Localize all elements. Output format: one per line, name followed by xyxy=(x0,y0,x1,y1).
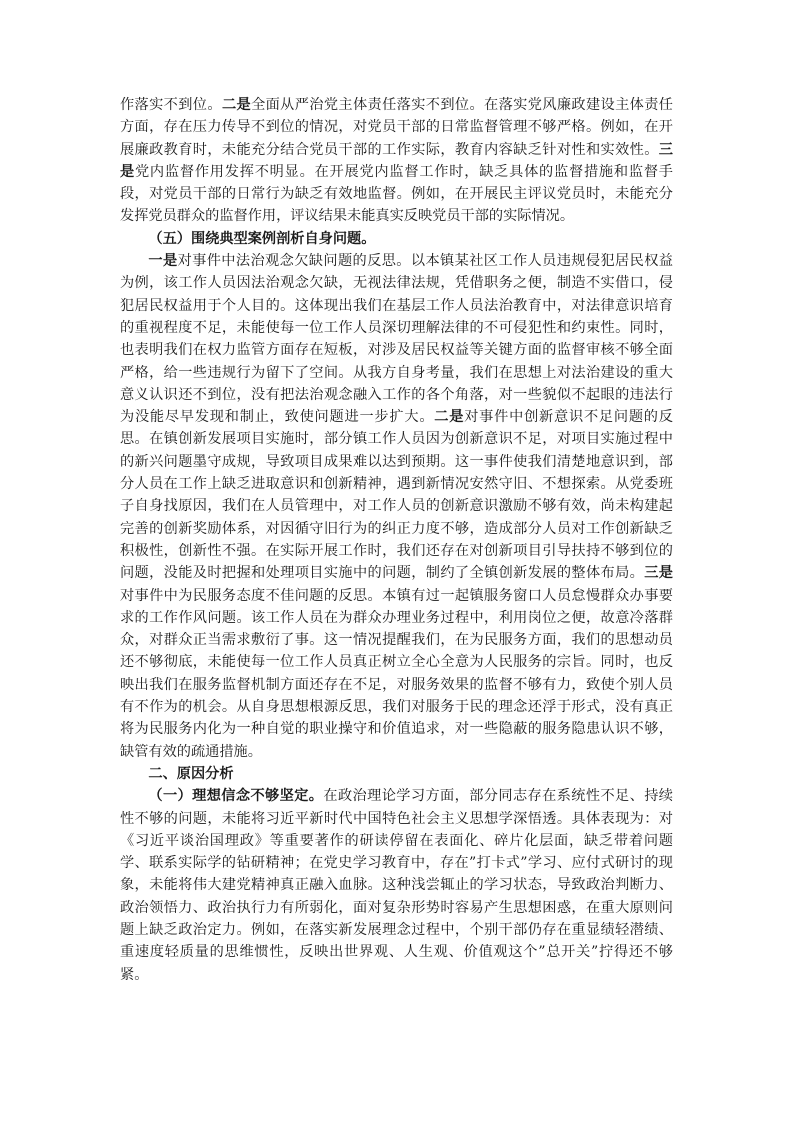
section-heading-cause-analysis: 二、原因分析 xyxy=(148,765,234,782)
paragraph-text: 对事件中创新意识不足问题的反思。在镇创新发展项目实施时，部分镇工作人员因为创新意识不足，对项目实施过程中的新兴问题墨守成规，导致项目成果难以达到预期。这一事件使我们清楚地意识到，部分人员在工作上缺乏进取意识和创新精神，遇到新情况安然守旧、不想探索。从党委班子自身找原因，我们在人员管理中，对工作人员的创新意识激励不够有效，尚未构建起完善的创新奖励体系，对因循守旧行为的纠正力度不够，造成部分人员对工作创新缺乏积极性，创新性不强。在实际开展工作时，我们还存在对创新项目引导扶持不够到位的问题，没能及时把握和处理项目实施中的问题，制约了全镇创新发展的整体布局。 xyxy=(120,409,673,582)
paragraph-text: 全面从严治党主体责任落实不到位。在落实党风廉政建设主体责任方面，存在压力传导不到位的情况，对党员干部的日常监督管理不够严格。例如，在开展廉政教育时，未能充分结合党员干部的工作实际，教育内容缺乏针对性和实效性。 xyxy=(120,97,673,158)
paragraph-text: 对事件中为民服务态度不佳问题的反思。本镇有过一起镇服务窗口人员怠慢群众办事要求的工作作风问题。该工作人员在为群众办理业务过程中，利用岗位之便，故意冷落群众，对群众正当需求敷衍了事。这一情况提醒我们，在为民服务方面，我们的思想动员还不够彻底，未能使每一位工作人员真正树立全心全意为人民服务的宗旨。同时，也反映出我们在服务监督机制方面还存在不足，对服务效果的监督不够有力，致使个别人员有不作为的机会。从自身思想根源反思，我们对服务于民的理念还浮于形式，没有真正将为民服务内化为一种自觉的职业操守和价值追求，对一些隐蔽的服务隐患认识不够，缺管有效的疏通措施。 xyxy=(120,587,673,760)
section-heading-5: （五）围绕典型案例剖析自身问题。 xyxy=(148,230,376,247)
bold-lead: 二是 xyxy=(434,409,465,426)
paragraph-ideals xyxy=(120,785,673,986)
bold-lead: 一是 xyxy=(148,253,178,270)
paragraph-text: 作落实不到位。 xyxy=(120,97,222,113)
paragraph-text: 在政治理论学习方面，部分同志存在系统性不足、持续性不够的问题，未能将习近平新时代中国特色社会主义思想学深悟透。具体表现为：对《习近平谈治国理政》等重要著作的研读停留在表面化、碎片化层面，缺乏带着问题学、联系实际学的钻研精神；在党史学习教育中，存在”打卡式”学习、应付式研讨的现象，未能将伟大建党精神真正融入血脉。这种浅尝辄止的学习状态，导致政治判断力、政治领悟力、政治执行力有所弱化，面对复杂形势时容易产生思想困惑，在重大原则问题上缺乏政治定力。例如，在落实新发展理念过程中，个别干部仍存在重显绩轻潜绩、重速度轻质量的思维惯性，反映出世界观、人生观、价值观这个”总开关”拧得还不够紧。 xyxy=(120,788,673,983)
paragraph-continued xyxy=(120,94,673,228)
bold-lead: （一）理想信念不够坚定。 xyxy=(148,788,324,805)
bold-lead: 二是 xyxy=(221,97,252,113)
paragraph-case-analysis xyxy=(120,250,673,763)
bold-lead: 三是 xyxy=(644,565,673,582)
bold-lead: 三是 xyxy=(120,141,673,180)
paragraph-text: 党内监督作用发挥不明显。在开展党内监督工作时，缺乏具体的监督措施和监督手段，对党员干部的日常行为缺乏有效地监督。例如，在开展民主评议党员时，未能充分发挥党员群众的监督作用，评议结果未能真实反映党员干部的实际情况。 xyxy=(120,163,673,225)
document-page xyxy=(120,94,673,986)
paragraph-text: 对事件中法治观念欠缺问题的反思。以本镇某社区工作人员违规侵犯居民权益为例，该工作人员因法治观念欠缺，无视法律法规，凭借职务之便，制造不实借口，侵犯居民权益用于个人目的。这体现出我们在基层工作人员法治教育中，对法律意识培育的重视程度不足，未能使每一位工作人员深切理解法律的不可侵犯性和约束性。同时，也表明我们在权力监管方面存在短板，对涉及居民权益等关键方面的监督审核不够全面严格，给一些违规行为留下了空间。从我方自身考量，我们在思想上对法治建设的重大意义认识还不到位，没有把法治观念融入工作的各个角落，对一些貌似不起眼的违法行为没能尽早发现和制止，致使问题进一步扩大。 xyxy=(120,253,673,426)
